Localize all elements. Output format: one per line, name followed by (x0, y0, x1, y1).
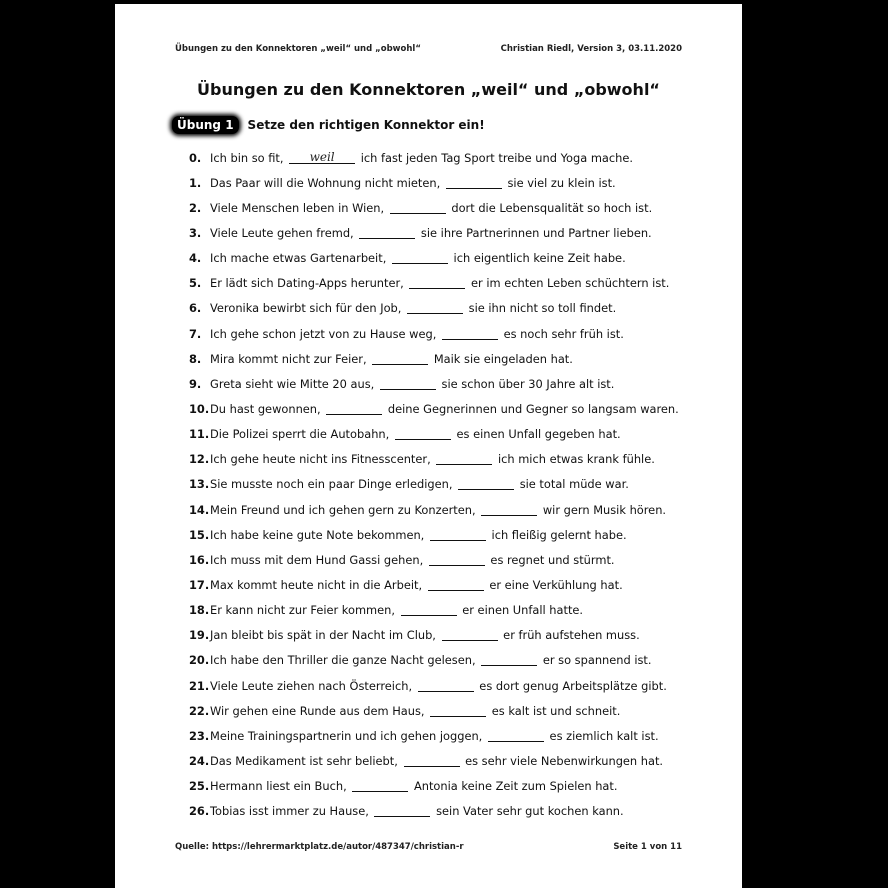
exercise-item (189, 447, 679, 472)
exercise-number: 5. (189, 276, 202, 291)
sentence-end: er eine Verkühlung hat. (485, 577, 623, 592)
exercise-item (189, 170, 679, 195)
sentence-end: er im echten Leben schüchtern ist. (467, 276, 670, 291)
answer-blank[interactable] (409, 277, 465, 289)
exercise-item (189, 673, 679, 698)
sentence-end: es noch sehr früh ist. (499, 326, 624, 341)
exercise-number: 12. (189, 452, 210, 467)
answer-blank[interactable] (407, 302, 463, 314)
sentence-start: Er lädt sich Dating-Apps herunter, (210, 276, 408, 291)
sentence-end: er früh aufstehen muss. (499, 628, 640, 643)
sentence-end: deine Gegnerinnen und Gegner so langsam waren. (384, 401, 679, 416)
exercise-number: 7. (189, 326, 202, 341)
exercise-number: 1. (189, 175, 202, 190)
sentence-end: es einen Unfall gegeben hat. (452, 427, 621, 442)
exercise-item (189, 598, 679, 623)
answer-blank[interactable] (390, 202, 446, 214)
sentence-start: Mein Freund und ich gehen gern zu Konzerten, (210, 502, 480, 517)
answer-blank[interactable] (428, 579, 484, 591)
answer-blank[interactable] (404, 755, 460, 767)
exercise-item (189, 220, 679, 245)
sentence-end: wir gern Musik hören. (539, 502, 667, 517)
sentence-start: Jan bleibt bis spät in der Nacht im Club, (210, 628, 440, 643)
exercise-number: 3. (189, 225, 202, 240)
answer-blank[interactable] (418, 680, 474, 692)
sentence-start: Ich habe keine gute Note bekommen, (210, 527, 428, 542)
exercise-number: 21. (189, 678, 210, 693)
sentence-start: Viele Leute gehen fremd, (210, 225, 358, 240)
sentence-end: sein Vater sehr gut kochen kann. (432, 804, 624, 819)
exercise-number: 9. (189, 376, 202, 391)
exercise-number: 17. (189, 577, 210, 592)
footer-source: Quelle: https://lehrermarktplatz.de/autor/487347/christian-r (175, 842, 464, 852)
sentence-end: es dort genug Arbeitsplätze gibt. (475, 678, 667, 693)
sentence-start: Viele Leute ziehen nach Österreich, (210, 678, 416, 693)
exercise-item (189, 648, 679, 673)
answer-blank[interactable] (442, 328, 498, 340)
sentence-start: Wir gehen eine Runde aus dem Haus, (210, 703, 429, 718)
answer-blank[interactable] (289, 149, 355, 164)
sentence-start: Veronika bewirbt sich für den Job, (210, 301, 406, 316)
sentence-start: Meine Trainingspartnerin und ich gehen joggen, (210, 728, 486, 743)
sentence-end: es kalt ist und schneit. (488, 703, 621, 718)
answer-blank[interactable] (372, 353, 428, 365)
exercise-number: 0. (189, 150, 202, 165)
answer-blank[interactable] (446, 177, 502, 189)
task-badge: Übung 1 (172, 116, 239, 134)
sentence-end: sie total müde war. (516, 477, 629, 492)
sentence-start: Du hast gewonnen, (210, 401, 325, 416)
exercise-number: 24. (189, 753, 210, 768)
answer-blank[interactable] (395, 428, 451, 440)
answer-blank[interactable] (401, 604, 457, 616)
exercise-number: 20. (189, 653, 210, 668)
sentence-start: Max kommt heute nicht in die Arbeit, (210, 577, 426, 592)
answer-blank[interactable] (374, 805, 430, 817)
exercise-item (189, 271, 679, 296)
answer-blank[interactable] (380, 378, 436, 390)
answer-blank[interactable] (430, 529, 486, 541)
answer-blank[interactable] (481, 654, 537, 666)
exercise-item (189, 698, 679, 723)
exercise-item (189, 497, 679, 522)
sentence-end: es ziemlich kalt ist. (545, 728, 659, 743)
sentence-start: Viele Menschen leben in Wien, (210, 200, 388, 215)
answer-blank[interactable] (429, 554, 485, 566)
exercise-number: 10. (189, 401, 210, 416)
exercise-number: 25. (189, 779, 210, 794)
sentence-start: Er kann nicht zur Feier kommen, (210, 603, 399, 618)
exercise-item (189, 422, 679, 447)
answer-blank[interactable] (326, 403, 382, 415)
sentence-end: ich fast jeden Tag Sport treibe und Yoga mache. (357, 150, 634, 165)
exercise-item (189, 246, 679, 271)
exercise-item (189, 145, 679, 170)
sentence-start: Ich mache etwas Gartenarbeit, (210, 251, 390, 266)
exercise-item (189, 723, 679, 748)
task-instruction: Setze den richtigen Konnektor ein! (247, 118, 485, 132)
exercise-item (189, 472, 679, 497)
exercise-number: 22. (189, 703, 210, 718)
answer-blank[interactable] (488, 730, 544, 742)
exercise-item (189, 572, 679, 597)
exercise-number: 4. (189, 251, 202, 266)
exercise-item (189, 748, 679, 773)
exercise-number: 14. (189, 502, 210, 517)
sentence-end: sie ihre Partnerinnen und Partner lieben. (417, 225, 652, 240)
sentence-end: sie viel zu klein ist. (503, 175, 616, 190)
exercise-number: 15. (189, 527, 210, 542)
exercise-number: 26. (189, 804, 210, 819)
exercise-item (189, 195, 679, 220)
page-title: Übungen zu den Konnektoren „weil“ und „obwohl“ (197, 80, 660, 99)
sentence-start: Greta sieht wie Mitte 20 aus, (210, 376, 378, 391)
task-heading (172, 116, 485, 134)
exercise-number: 19. (189, 628, 210, 643)
sentence-end: Antonia keine Zeit zum Spielen hat. (410, 779, 618, 794)
sentence-end: es regnet und stürmt. (486, 552, 615, 567)
footer-page-number: Seite 1 von 11 (613, 842, 682, 852)
exercise-number: 13. (189, 477, 210, 492)
answer-blank[interactable] (458, 478, 514, 490)
exercise-item (189, 396, 679, 421)
answer-blank[interactable] (352, 780, 408, 792)
exercise-number: 6. (189, 301, 202, 316)
exercise-number: 18. (189, 603, 210, 618)
sentence-end: es sehr viele Nebenwirkungen hat. (461, 753, 664, 768)
answer-blank[interactable] (392, 252, 448, 264)
exercise-number: 8. (189, 351, 202, 366)
sentence-end: sie ihn nicht so toll findet. (465, 301, 617, 316)
exercise-item (189, 799, 679, 824)
sentence-start: Mira kommt nicht zur Feier, (210, 351, 371, 366)
sentence-start: Das Medikament ist sehr beliebt, (210, 753, 402, 768)
answer-blank[interactable] (481, 504, 537, 516)
sentence-start: Ich habe den Thriller die ganze Nacht gelesen, (210, 653, 480, 668)
sentence-end: er so spannend ist. (539, 653, 652, 668)
header-left: Übungen zu den Konnektoren „weil“ und „obwohl“ (175, 44, 421, 54)
sentence-start: Ich bin so fit, (210, 150, 288, 165)
answer-blank[interactable] (359, 227, 415, 239)
exercise-item (189, 346, 679, 371)
sentence-end: ich mich etwas krank fühle. (494, 452, 655, 467)
sentence-start: Tobias isst immer zu Hause, (210, 804, 373, 819)
sentence-end: er einen Unfall hatte. (458, 603, 584, 618)
exercise-item (189, 371, 679, 396)
exercise-number: 11. (189, 427, 210, 442)
exercise-item (189, 522, 679, 547)
sentence-start: Hermann liest ein Buch, (210, 779, 351, 794)
exercise-item (189, 321, 679, 346)
sentence-start: Die Polizei sperrt die Autobahn, (210, 427, 393, 442)
sentence-end: dort die Lebensqualität so hoch ist. (447, 200, 653, 215)
sentence-end: ich fleißig gelernt habe. (487, 527, 627, 542)
sentence-start: Ich gehe schon jetzt von zu Hause weg, (210, 326, 440, 341)
sentence-start: Ich muss mit dem Hund Gassi gehen, (210, 552, 427, 567)
exercise-number: 16. (189, 552, 210, 567)
sentence-start: Das Paar will die Wohnung nicht mieten, (210, 175, 444, 190)
worksheet-page (115, 4, 742, 888)
answer-text: weil (309, 149, 335, 164)
exercise-number: 2. (189, 200, 202, 215)
sentence-end: ich eigentlich keine Zeit habe. (449, 251, 626, 266)
answer-blank[interactable] (430, 705, 486, 717)
exercise-number: 23. (189, 728, 210, 743)
exercise-item (189, 623, 679, 648)
sentence-start: Sie musste noch ein paar Dinge erledigen, (210, 477, 457, 492)
exercise-item (189, 547, 679, 572)
exercise-list (189, 145, 679, 824)
sentence-start: Ich gehe heute nicht ins Fitnesscenter, (210, 452, 435, 467)
answer-blank[interactable] (436, 453, 492, 465)
sentence-end: Maik sie eingeladen hat. (430, 351, 573, 366)
header-right: Christian Riedl, Version 3, 03.11.2020 (500, 44, 682, 54)
answer-blank[interactable] (442, 629, 498, 641)
exercise-item (189, 296, 679, 321)
exercise-item (189, 774, 679, 799)
sentence-end: sie schon über 30 Jahre alt ist. (437, 376, 615, 391)
